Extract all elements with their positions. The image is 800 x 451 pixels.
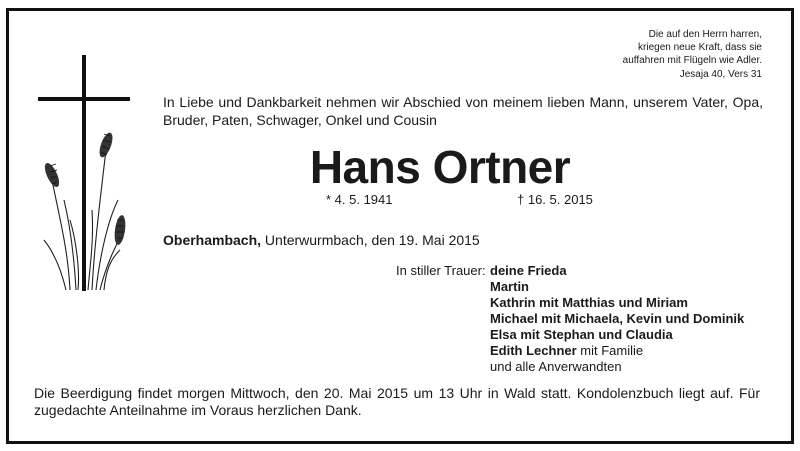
intro-text: In Liebe und Dankbarkeit nehmen wir Abschied von meinem lieben Mann, unserem Vater, Opa, Bruder, Paten, Schwager, Onkel und Cousin (163, 94, 763, 128)
funeral-info: Die Beerdigung findet morgen Mittwoch, den 20. Mai 2015 um 13 Uhr in Wald statt. Kondolenzbuch liegt auf. Für zugedachte Anteilnahme im Voraus herzlichen Dank. (34, 385, 760, 418)
mourner-line (490, 359, 622, 375)
mourner-line (490, 295, 688, 311)
mourner-line (490, 311, 744, 327)
mourner-note: mit Familie (576, 343, 644, 358)
mourner-name: Martin (490, 279, 529, 294)
mourner-line (490, 263, 567, 279)
verse-line: auffahren mit Flügeln wie Adler. (622, 55, 762, 66)
mourner-line (490, 279, 529, 295)
verse-source: Jesaja 40, Vers 31 (679, 69, 762, 80)
death-date: † 16. 5. 2015 (517, 192, 593, 207)
place-date (163, 232, 480, 248)
mourner-name: Kathrin mit Matthias und Miriam (490, 295, 688, 310)
mourner-name: Elsa mit Stephan und Claudia (490, 327, 673, 342)
mourner-note: und alle Anverwandten (490, 359, 622, 374)
mourner-line (490, 327, 673, 343)
verse-line: kriegen neue Kraft, dass sie (638, 42, 762, 53)
mourning-label: In stiller Trauer: (396, 263, 486, 278)
place-rest: Unterwurmbach, den 19. Mai 2015 (264, 232, 480, 248)
mourner-name: Michael mit Michaela, Kevin und Dominik (490, 311, 745, 326)
place-town: Oberhambach, (163, 232, 262, 248)
verse-line: Die auf den Herrn harren, (648, 29, 762, 40)
mourner-name: Edith Lechner (490, 343, 577, 358)
mourner-line (490, 343, 643, 359)
deceased-name: Hans Ortner (309, 141, 571, 193)
bible-verse (522, 28, 762, 67)
mourner-name: deine Frieda (490, 263, 567, 278)
birth-date: * 4. 5. 1941 (326, 192, 393, 207)
